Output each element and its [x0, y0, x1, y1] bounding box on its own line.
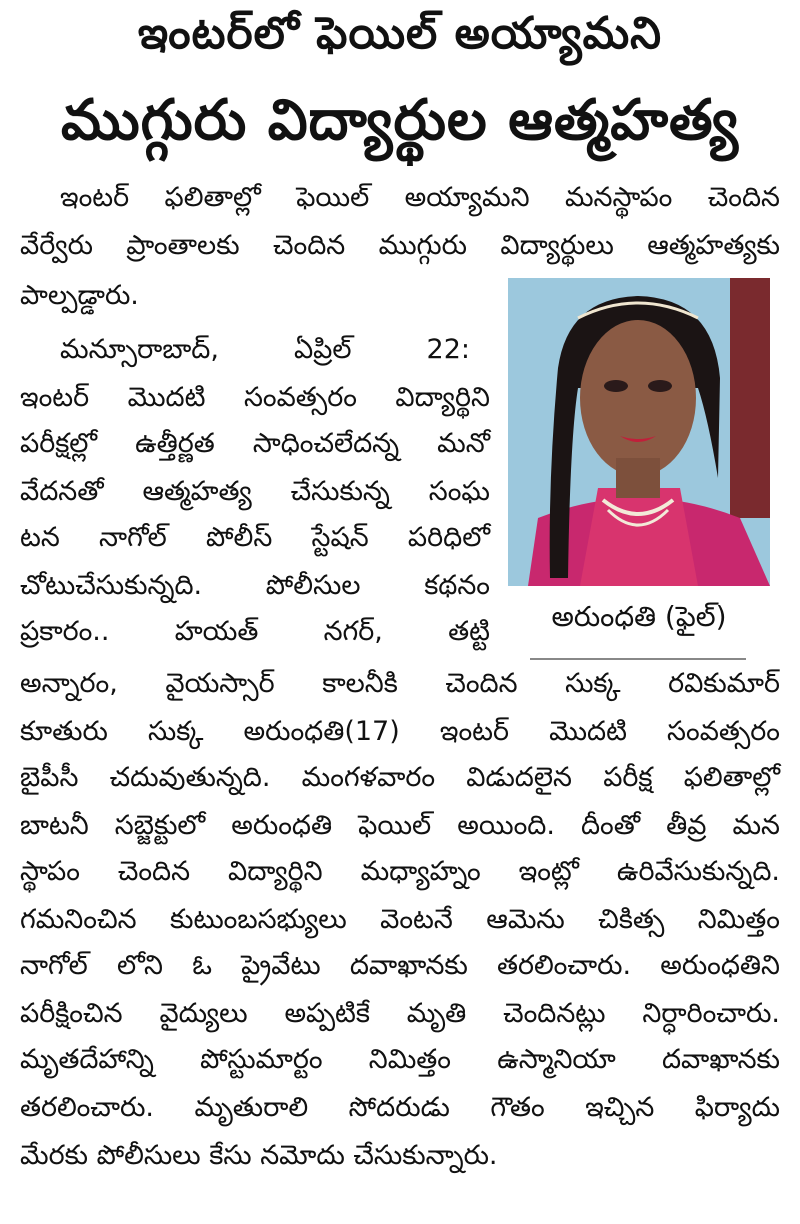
- body-line-15: పరీక్షించిన వైద్యులు అప్పటికే మృతి చెందినట్లు నిర్ధారించారు.: [20, 998, 780, 1029]
- body-line-18: మేరకు పోలీసులు కేసు నమోదు చేసుకున్నారు.: [20, 1140, 498, 1171]
- body-line-9: కూతురు సుక్క అరుంధతి(17) ఇంటర్ మొదటి సంవత్సరం: [20, 716, 780, 747]
- headline-line-2: ముగ్గురు విద్యార్థుల ఆత్మహత్య: [61, 88, 739, 153]
- body-line-16: మృతదేహాన్ని పోస్టుమార్టం నిమిత్తం ఉస్మానియా దవాఖానకు: [20, 1044, 780, 1075]
- body-line-3: పరీక్షల్లో ఉత్తీర్ణత సాధించలేదన్న మనో: [20, 428, 490, 459]
- lead-line-2: వేర్వేరు ప్రాంతాలకు చెందిన ముగ్గురు విద్యార్థులు ఆత్మహత్యకు: [20, 230, 780, 261]
- student-photo: [508, 278, 770, 586]
- lead-line-3: పాల్పడ్డారు.: [20, 280, 139, 311]
- body-line-8: అన్నారం, వైయస్సార్ కాలనీకి చెందిన సుక్క రవికుమార్: [20, 668, 780, 699]
- body-line-5: టన నాగోల్ పోలీస్ స్టేషన్ పరిధిలో: [20, 522, 490, 553]
- body-line-13: గమనించిన కుటుంబసభ్యులు వెంటనే ఆమెను చికిత్స నిమిత్తం: [20, 904, 780, 935]
- body-line-14: నాగోల్ లోని ఓ ప్రైవేటు దవాఖానకు తరలించారు. అరుంధతిని: [20, 950, 780, 981]
- body-line-1: మన్సూరాబాద్, ఏప్రిల్ 22:: [60, 334, 470, 365]
- portrait-illustration: [508, 278, 770, 586]
- body-line-17: తరలించారు. మృతురాలి సోదరుడు గౌతం ఇచ్చిన ఫిర్యాదు: [20, 1092, 780, 1123]
- caption-rule: [530, 658, 746, 660]
- body-line-10: బైపీసీ చదువుతున్నది. మంగళవారం విడుదలైన పరీక్ష ఫలితాల్లో: [20, 762, 780, 793]
- photo-caption: అరుంధతి (ఫైల్): [551, 600, 727, 633]
- headline-line-1: ఇంటర్‌లో ఫెయిల్ అయ్యామని: [137, 8, 663, 59]
- body-line-6: చోటుచేసుకున్నది. పోలీసుల కథనం: [20, 570, 490, 601]
- lead-line-1: ఇంటర్ ఫలితాల్లో ఫెయిల్ అయ్యామని మనస్థాపం చెందిన: [60, 182, 780, 213]
- body-line-11: బాటనీ సబ్జెక్టులో అరుంధతి ఫెయిల్ అయింది. దీంతో తీవ్ర మన: [20, 810, 780, 841]
- body-line-4: వేదనతో ఆత్మహత్య చేసుకున్న సంఘ: [20, 476, 490, 507]
- body-line-2: ఇంటర్ మొదటి సంవత్సరం విద్యార్థిని: [20, 382, 490, 413]
- body-line-12: స్థాపం చెందిన విద్యార్థిని మధ్యాహ్నం ఇంట్లో ఉరివేసుకున్నది.: [20, 856, 780, 887]
- body-line-7: ప్రకారం.. హయత్ నగర్, తట్టి: [20, 616, 490, 647]
